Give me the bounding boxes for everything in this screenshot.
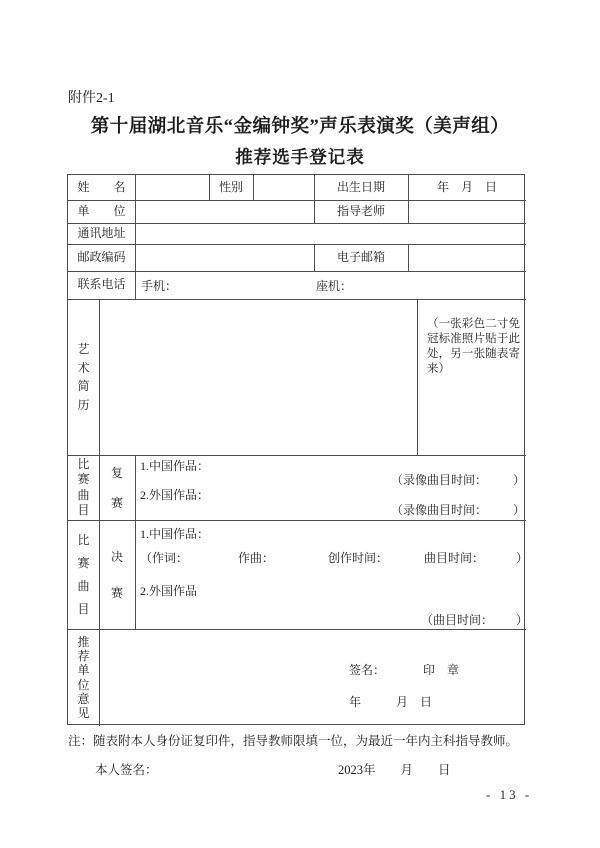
semifinal-video-time-2: （录像曲目时间： (391, 503, 488, 517)
semifinal-chinese-work: 1.中国作品： (140, 459, 210, 473)
final-foreign-work: 2.外国作品 (140, 584, 198, 598)
creation-time-label: 创作时间： (328, 551, 389, 565)
address-label: 通讯地址 (77, 225, 126, 240)
name-label: 姓 名 (77, 179, 126, 194)
close-paren: ） (513, 473, 526, 487)
grid-line (135, 175, 136, 299)
landline-label: 座机： (316, 279, 353, 293)
grid-line (68, 223, 526, 224)
gender-label: 性别 (218, 179, 243, 194)
grid-line (68, 244, 526, 245)
signature-date: 2023年 月 日 (338, 763, 451, 777)
repertoire-label-semifinal: 比赛曲目 (77, 457, 90, 517)
grid-line (68, 271, 526, 272)
page-number: - 13 - (486, 787, 533, 802)
grid-line (135, 455, 136, 629)
seal-label: 印 章 (423, 663, 460, 677)
sign-label: 签名： (349, 663, 386, 677)
resume-label: 艺术简历 (77, 342, 90, 412)
day-label: 日 (420, 695, 433, 709)
final-label: 决赛 (110, 549, 123, 600)
birthdate-value: 年 月 日 (436, 179, 497, 194)
recommendation-label: 推荐单位意见 (77, 634, 90, 720)
composer-label: 作曲： (238, 551, 275, 565)
unit-label: 单 位 (77, 203, 126, 218)
semifinal-video-time-1: （录像曲目时间： (391, 473, 488, 487)
phone-label: 联系电话 (77, 277, 126, 292)
photo-instruction: （一张彩色二寸免冠标准照片贴于此处，另一张随表寄来） (427, 318, 520, 375)
grid-line (68, 520, 526, 521)
grid-line (408, 244, 409, 271)
registration-form-table (67, 174, 529, 725)
form-subtitle: 推荐选手登记表 (235, 147, 365, 167)
close-paren: ） (516, 551, 529, 565)
grid-line (68, 455, 526, 456)
email-label: 电子邮箱 (336, 249, 385, 264)
grid-line (68, 200, 526, 201)
mobile-label: 手机： (141, 279, 178, 293)
final-chinese-work: 1.中国作品： (140, 527, 210, 541)
form-title: 第十届湖北音乐“金编钟奖”声乐表演奖（美声组） (90, 117, 510, 137)
lyricist-label: （作词： (140, 551, 189, 565)
semifinal-foreign-work: 2.外国作品： (140, 488, 210, 502)
grid-line (68, 629, 526, 630)
footnote: 注：随表附本人身份证复印件，指导教师限填一位，为最近一年内主科指导教师。 (68, 734, 519, 748)
postcode-label: 邮政编码 (77, 249, 126, 264)
semifinal-label: 复赛 (110, 465, 123, 510)
final-duration-label-2: （曲目时间： (421, 613, 494, 627)
self-signature-label: 本人签名： (95, 763, 158, 777)
repertoire-label-final: 比赛曲目 (77, 532, 90, 616)
close-paren: ） (516, 613, 529, 627)
year-label: 年 (349, 695, 362, 709)
close-paren: ） (513, 503, 526, 517)
attachment-label: 附件2-1 (68, 91, 115, 106)
month-label: 月 (396, 695, 409, 709)
instructor-label: 指导老师 (336, 203, 385, 218)
birthdate-label: 出生日期 (336, 179, 385, 194)
grid-line (253, 175, 254, 200)
duration-label: 曲目时间： (424, 551, 485, 565)
